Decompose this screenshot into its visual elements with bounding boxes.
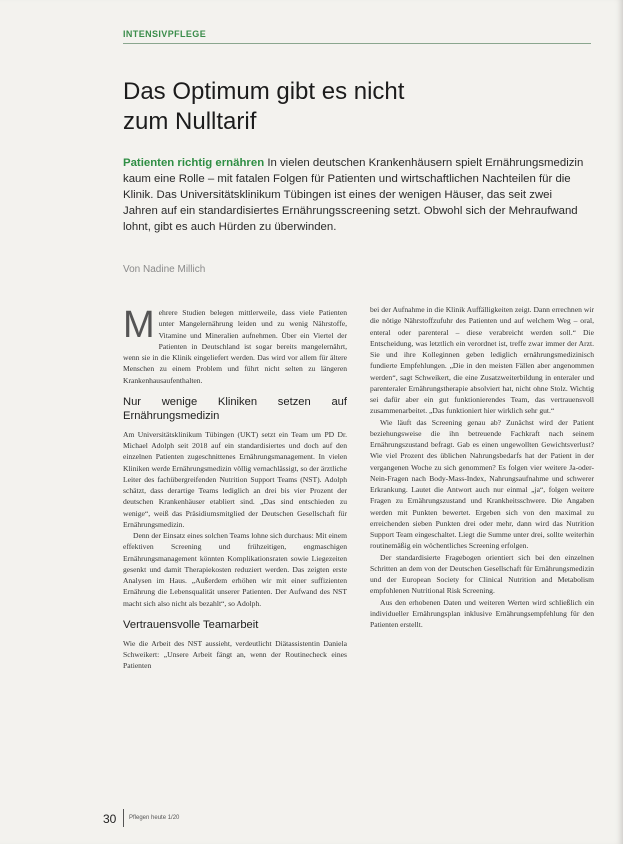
folio-divider xyxy=(123,809,124,827)
lead-text: In vielen deutschen Krankenhäusern spielt Ernährungsmedizin kaum eine Rolle – mit fatalen Folgen für Patienten und wirtschaftlichen Nachteilen für die Klinik. Das Universitätsklinikum Tübingen ist eines der wenigen Häuser, das seit zwei Jahren auf ein standardisiertes Ernährungsscreening setzt. Obwohl sich der Mehraufwand lohnt, gibt es auch Hürden zu überwinden. xyxy=(123,157,584,233)
paragraph: Wie die Arbeit des NST aussieht, verdeutlicht Diätassistentin Daniela Schweikert: „Unsere Arbeit fängt an, wenn der Routinecheck eines Patienten xyxy=(123,638,347,671)
headline-line-1: Das Optimum gibt es nicht xyxy=(123,78,405,105)
article-lead xyxy=(123,155,588,235)
paragraph: Der standardisierte Fragebogen orientiert sich bei den einzelnen Schritten an dem von der Deutschen Gesellschaft für Ernährungsmedizin und der European Society for Clinical Nutrition and Metabolism empfohlenen Nutritional Risk Screening. xyxy=(370,552,594,596)
paragraph: Aus den erhobenen Daten und weiteren Werten wird schließlich ein individueller Ernährungsplan inklusive Ernährungsempfehlung für den Patienten erstellt. xyxy=(370,597,594,629)
headline-line-2: zum Nulltarif xyxy=(123,108,257,135)
paragraph xyxy=(123,304,347,386)
section-rubric: INTENSIVPFLEGE xyxy=(123,29,207,39)
paragraph: Denn der Einsatz eines solchen Teams lohne sich durchaus: Mit einem effektiven Screening und frühzeitigen, engmaschigen Ernährungsmanagement könnten Komplikationsraten sowie Liegezeiten gesenkt und damit Therapiekosten reduziert werden. Das zeigten erste Analysen im Haus. „Außerdem erhöhen wir mit einer suffizienten Ernährung die Lebensqualität unserer Patienten. Der Aufwand des NST macht sich also nicht als bezahlt“, so Adolph. xyxy=(123,531,348,608)
paragraph-text: ehrere Studien belegen mittlerweile, dass viele Patienten unter Mangelernährung leiden und zu wenig Nährstoffe, Vitamine und Mineralien aufnehmen. Über ein Viertel der Patienten in Deutschland ist sogar bereits mangelernährt, wenn sie in die Klinik eingeliefert werden. Das wird vor allem für ältere Menschen zu einem Problem und führt nicht selten zu längeren Krankenhausaufenthalten. xyxy=(123,308,347,385)
paragraph: Am Universitätsklinikum Tübingen (UKT) setzt ein Team um PD Dr. Michael Adolph seit 2018 auf ein standardisiertes und doch auf den einzelnen Patienten zugeschnittenes Ernährungsmanagement. In vielen Kliniken werde Ernährungsmedizin völlig vernachlässigt, so der ärztliche Leiter des fachübergreifenden Nutrition Support Teams (NST). Adolph schätzt, dass derartige Teams lediglich an drei bis vier Prozent der deutschen Krankenhäuser etabliert sind. „Das sind entschieden zu wenige“, weiß das Präsidiumsmitglied der Deutschen Gesellschaft für Ernährungsmedizin. xyxy=(123,429,347,529)
body-column-right xyxy=(370,304,594,630)
subheading: Nur wenige Kliniken setzen auf Ernährungsmedizin xyxy=(123,395,347,422)
page-number: 30 xyxy=(103,812,117,826)
article-headline xyxy=(123,77,563,137)
subheading: Vertrauensvolle Teamarbeit xyxy=(123,618,259,631)
byline: Von Nadine Millich xyxy=(123,264,206,275)
lead-kicker: Patienten richtig ernähren xyxy=(123,157,265,169)
drop-cap: M xyxy=(123,304,155,346)
publication-source: Pflegen heute 1/20 xyxy=(129,815,180,821)
paragraph: bei der Aufnahme in die Klinik Auffälligkeiten zeigt. Dann errechnen wir die nötige Nährstoffzufuhr des Patienten und auf welchem Weg – oral, enteral oder parenteral – diese verabreicht werden soll.“ Die Entscheidung, was letztlich ein verordnet ist, treffe zwar immer der Arzt. Sie und ihre Kolleginnen geben lediglich ernährungsmedizinisch fundierte Empfehlungen. „Die in den meisten Fällen aber angenommen werden“, sagt Schweikert, die eine Zusatzweiterbildung in enteraler und parenteraler Ernährungstherapie absolviert hat, nicht ohne Stolz. Wichtig sei dafür aber ein gut funktionierendes Team, das vertrauensvoll zusammenarbeitet. „Das funktioniert hier wirklich sehr gut.“ xyxy=(370,305,594,416)
body-column-left xyxy=(123,304,348,672)
rubric-divider xyxy=(123,43,591,44)
paragraph: Wie läuft das Screening genau ab? Zunächst wird der Patient beziehungsweise die ihn betreuende Fachkraft nach seinem Ernährungszustand befragt. Gab es einen ungewollten Gewichtsverlust? Wie viel Prozent des üblichen Nahrungsbedarfs hat der Patient in der vergangenen Woche zu sich genommen? Es folgen vier weitere Ja-oder-Nein-Fragen nach Body-Mass-Index, Nahrungsaufnahme und schwerer Erkrankung. Lautet die Antwort auch nur einmal „ja“, folgen weitere Fragen zu Ernährungszustand und Krankheitsschwere. Die Angaben werden mit Punkten bewertet. Ergeben sich von den maximal zu erreichenden sieben Punkten drei oder mehr, dann wird das Nutrition Support Team eingeschaltet. Liegt die Summe unter drei, sollte weiterhin routinemäßig ein wöchentliches Screening erfolgen. xyxy=(370,417,594,551)
